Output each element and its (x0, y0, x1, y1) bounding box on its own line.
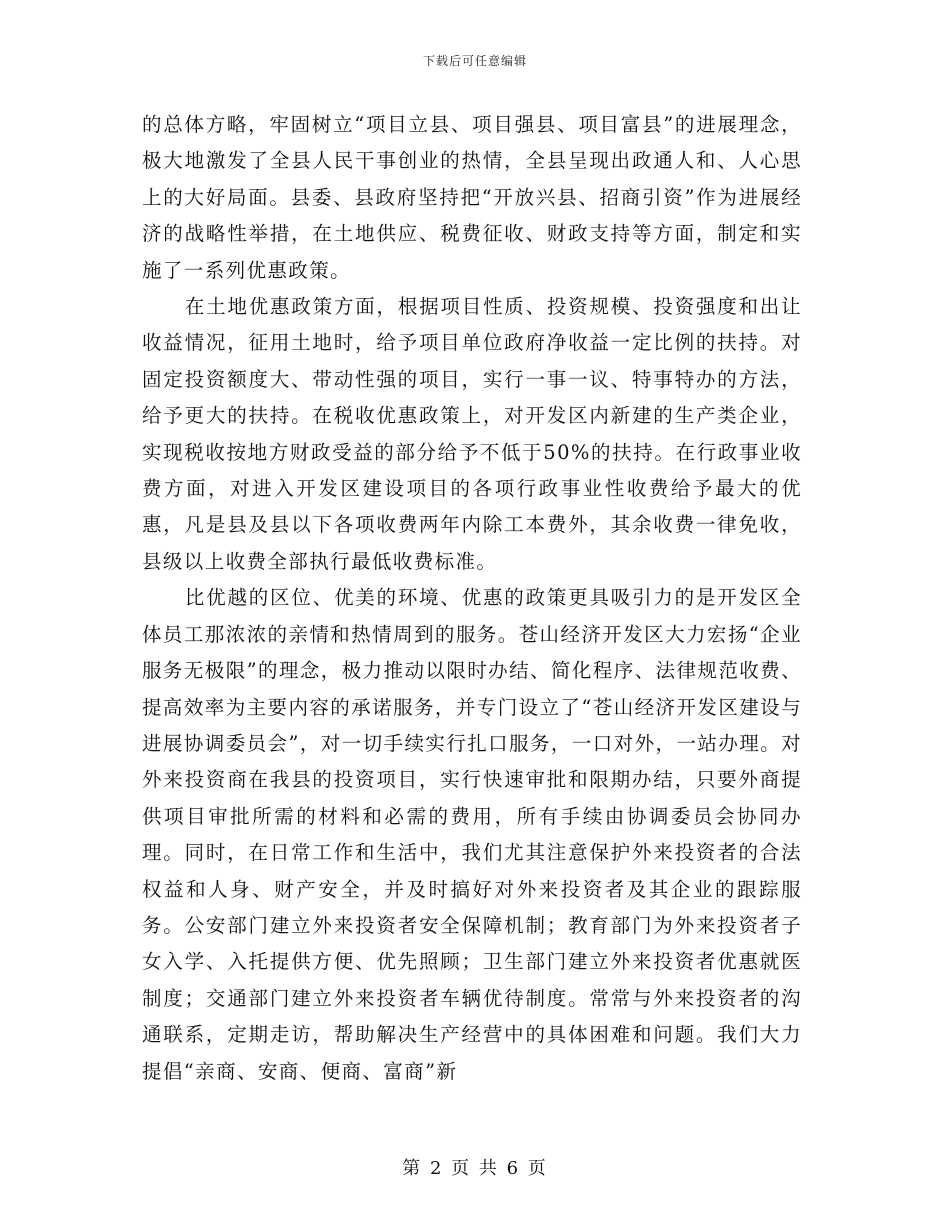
footer-suffix: 页 (527, 1158, 548, 1179)
footer-prefix: 第 (402, 1158, 423, 1179)
document-body (142, 107, 802, 1090)
paragraph-1: 的总体方略，牢固树立“项目立县、项目强县、项目富县”的进展理念，极大地激发了全县人民干事创业的热情，全县呈现出政通人和、人心思上的大好局面。县委、县政府坚持把“开放兴县、招商引资”作为进展经济的战略性举措，在土地供应、税费征收、财政支持等方面，制定和实施了一系列优惠政策。 (142, 113, 802, 282)
paragraph-3: 比优越的区位、优美的环境、优惠的政策更具吸引力的是开发区全体员工那浓浓的亲情和热情周到的服务。苍山经济开发区大力宏扬“企业服务无极限”的理念，极力推动以限时办结、简化程序、法律规范收费、提高效率为主要内容的承诺服务，并专门设立了“苍山经济开发区建设与进展协调委员会”，对一切手续实行扎口服务，一口对外，一站办理。对外来投资商在我县的投资项目，实行快速审批和限期办结，只要外商提供项目审批所需的材料和必需的费用，所有手续由协调委员会协同办理。同时，在日常工作和生活中，我们尤其注意保护外来投资者的合法权益和人身、财产安全，并及时搞好对外来投资者及其企业的跟踪服务。公安部门建立外来投资者安全保障机制；教育部门为外来投资者子女入学、入托提供方便、优先照顾；卫生部门建立外来投资者优惠就医制度；交通部门建立外来投资者车辆优待制度。常常与外来投资者的沟通联系，定期走访，帮助解决生产经营中的具体困难和问题。我们大力提倡“亲商、安商、便商、富商”新 (142, 586, 802, 1083)
footer-middle: 页 共 (451, 1158, 499, 1179)
footer-total-pages: 6 (506, 1158, 521, 1179)
page-header: 下载后可任意编辑 (422, 54, 527, 68)
page-footer (0, 1154, 950, 1180)
footer-current-page: 2 (429, 1158, 444, 1179)
paragraph-2: 在土地优惠政策方面，根据项目性质、投资规模、投资强度和出让收益情况，征用土地时，给予项目单位政府净收益一定比例的扶持。对固定投资额度大、带动性强的项目，实行一事一议、特事特办的方法，给予更大的扶持。在税收优惠政策上，对开发区内新建的生产类企业，实现税收按地方财政受益的部分给予不低于50%的扶持。在行政事业收费方面，对进入开发区建设项目的各项行政事业性收费给予最大的优惠，凡是县及县以下各项收费两年内除工本费外，其余收费一律免收，县级以上收费全部执行最低收费标准。 (142, 295, 802, 573)
